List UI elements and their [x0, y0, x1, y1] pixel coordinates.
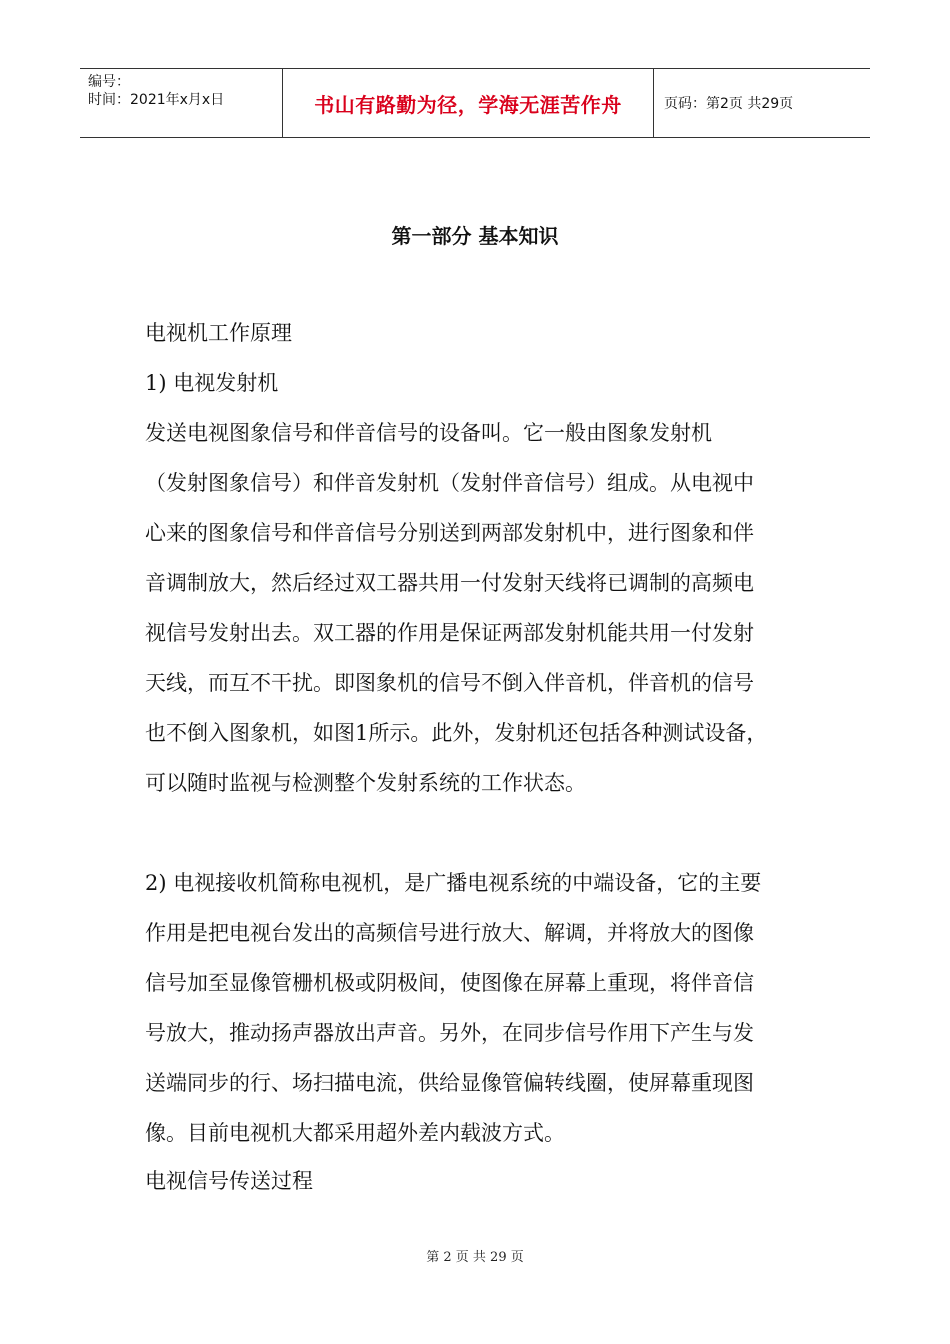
paragraph-line: 2) 电视接收机简称电视机，是广播电视系统的中端设备，它的主要 — [145, 871, 762, 895]
paragraph-line: 发送电视图象信号和伴音信号的设备叫。它一般由图象发射机 — [145, 421, 712, 445]
paragraph-line: 像。目前电视机大都采用超外差内载波方式。 — [145, 1121, 565, 1145]
paragraph-line: 也不倒入图象机，如图1所示。此外，发射机还包括各种测试设备， — [145, 721, 768, 745]
header-page-cell — [654, 69, 870, 137]
paragraph-line: 视信号发射出去。双工器的作用是保证两部发射机能共用一付发射 — [145, 621, 754, 645]
page-number-text: 页码：第2页 共29页 — [664, 96, 794, 112]
header-meta — [80, 69, 282, 137]
date-text: 时间：2021年x月x日 — [88, 92, 225, 108]
heading-signal-transfer: 电视信号传送过程 — [145, 1169, 313, 1193]
heading-transmitter: 1) 电视发射机 — [145, 371, 279, 395]
section-title: 第一部分 基本知识 — [391, 224, 559, 248]
paragraph-line: 作用是把电视台发出的高频信号进行放大、解调，并将放大的图像 — [145, 921, 754, 945]
serial-label: 编号： — [88, 74, 130, 90]
paragraph-line: 号放大，推动扬声器放出声音。另外，在同步信号作用下产生与发 — [145, 1021, 754, 1045]
page-footer: 第 2 页 共 29 页 — [426, 1250, 524, 1265]
page-header — [80, 68, 870, 138]
heading-tv-principle: 电视机工作原理 — [145, 321, 292, 345]
header-motto-cell — [282, 69, 654, 137]
paragraph-line: 送端同步的行、场扫描电流，供给显像管偏转线圈，使屏幕重现图 — [145, 1071, 754, 1095]
paragraph-line: 音调制放大，然后经过双工器共用一付发射天线将已调制的高频电 — [145, 571, 754, 595]
paragraph-line: 心来的图象信号和伴音信号分别送到两部发射机中，进行图象和伴 — [145, 521, 754, 545]
paragraph-line: 可以随时监视与检测整个发射系统的工作状态。 — [145, 771, 586, 795]
paragraph-line: 信号加至显像管栅机极或阴极间，使图像在屏幕上重现，将伴音信 — [145, 971, 754, 995]
motto-text: 书山有路勤为径，学海无涯苦作舟 — [314, 92, 622, 117]
paragraph-line: 天线，而互不干扰。即图象机的信号不倒入伴音机，伴音机的信号 — [145, 671, 754, 695]
paragraph-line: （发射图象信号）和伴音发射机（发射伴音信号）组成。从电视中 — [145, 471, 754, 495]
